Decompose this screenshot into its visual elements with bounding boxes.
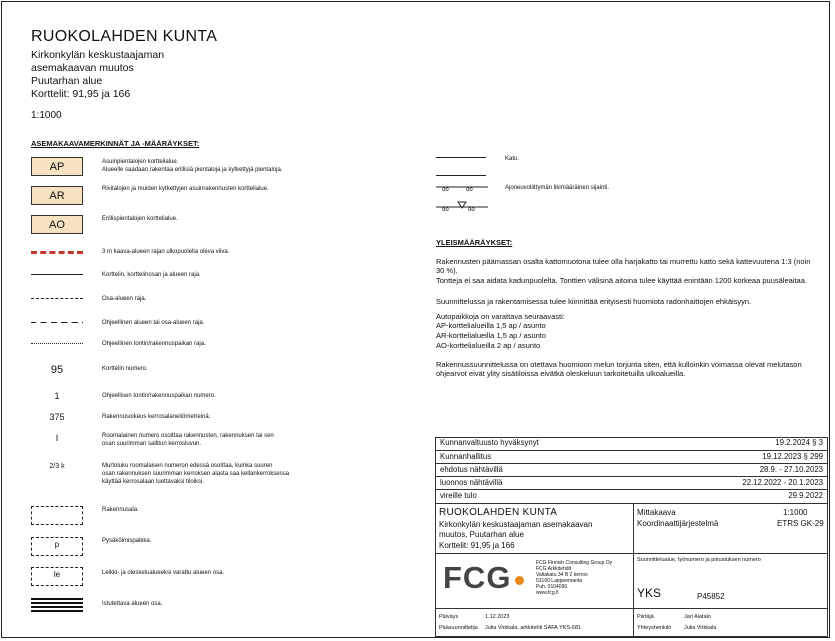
divider: [435, 503, 828, 504]
plan-line-4: Korttelit: 91,95 ja 166: [31, 88, 131, 100]
legend-item-planting: [31, 598, 411, 620]
street-legend-text: Katu.: [505, 156, 520, 162]
row-value: 22.12.2022 - 20.1.2023: [742, 478, 823, 487]
divider: [435, 553, 828, 554]
plot-number-symbol: 1: [54, 391, 60, 401]
dash-dot-line-symbol: [31, 298, 83, 299]
street-line-symbol: [436, 157, 486, 158]
legend-text: Ohjeellisen tontin/rakennuspaikan numero.: [102, 393, 216, 399]
plan-line-2: asemakaavan muutos: [31, 62, 134, 74]
legend-text: Ohjeellinen tontin/rakennuspaikan raja.: [102, 341, 206, 347]
company-city: 53100 Lappeenranta: [536, 578, 583, 585]
row-value: 29.9.2022: [788, 491, 823, 500]
row-value: 19.2.2024 § 3: [775, 438, 823, 447]
plan-line-3: Puutarhan alue: [31, 75, 103, 87]
tb-name-line-2: muutos, Puutarhan alue: [439, 530, 524, 539]
legend-text: Roomalainen numero osoittaa rakennusten, rakennuksen tai sen osan suurimman sallitun kerrosluvun.: [102, 433, 274, 447]
municipality-title: RUOKOLAHDEN KUNTA: [31, 28, 218, 45]
general-p8: Rakennussuunnittelussa on otettava huomioon melun torjunta siten, että kulloinkin voimassa olevat melutason ohjearvot eivät ylity sisätiloissa eivätkä oleskeluun tarkoitetuilla ulkoalueilla.: [436, 360, 802, 379]
yks-code: YKS: [637, 586, 662, 600]
ar-symbol: AR: [31, 186, 83, 205]
row-label: Kunnanvaltuusto hyväksynyt: [440, 438, 539, 447]
legend-text: Rakennusala.: [102, 507, 139, 513]
general-p2: Tontteja ei saa aidata kadunpuolelta. Tonttien välisinä aitoina tulee käyttää enintään 1200 korkeaa puusäleaitaa.: [436, 276, 807, 285]
row-value: 28.9. - 27.10.2023: [759, 465, 823, 474]
drawn-value: Jari Alatalo: [684, 614, 711, 620]
divider: [633, 503, 634, 636]
fraction-symbol: 2/3 k: [49, 463, 65, 470]
general-p1: Rakennusten päämassan osalta kattomuotona tulee olla harjakatto tai murrettu katto sekä kattevuutena 1:3 (noin 30 %).: [436, 257, 811, 276]
legend-text: Rivitalojen ja muiden kytkettyjen asuinrakennusten korttelialue.: [102, 186, 269, 192]
parking-symbol: p: [54, 540, 60, 549]
general-p3: Suunnittelussa ja rakentamisessa tulee kiinnittää erityisesti huomiota radonhaittojen ehkäisyyn.: [436, 297, 752, 306]
legend-item-plot-number: [31, 391, 411, 413]
date-label: Päiväys: [439, 614, 459, 620]
company-name: FCG Finnish Consulting Group Oy: [536, 560, 613, 566]
row-label: luonnos nähtävillä: [440, 478, 503, 487]
hatch-symbol: [31, 598, 83, 612]
approval-row: [436, 450, 827, 463]
legend-item-basement: [31, 462, 411, 494]
legend-text: Murtoluku roomalaisen numeron edessä osoittaa, kuinka suuren osan rakennuksen suurimman kerroksen alasta saa kellarikerroksessa käyttää kerrosalaan luettavaksi tiloiksi.: [102, 463, 290, 485]
tb-municipality: RUOKOLAHDEN KUNTA: [439, 507, 558, 518]
scale-label: Mittakaava: [637, 508, 676, 517]
legend-item-block-number: [31, 364, 411, 386]
svg-text:oo: oo: [442, 187, 449, 193]
solid-line-symbol: [31, 274, 83, 275]
general-p7: AO-korttelialueilla 2 ap / asunto: [436, 341, 541, 350]
row-value: 19.12.2023 § 299: [762, 452, 823, 461]
coord-label: Koordinaattijärjestelmä: [637, 519, 719, 528]
tb-name-line-1: Kirkonkylän keskustaajaman asemakaavan: [439, 520, 593, 529]
legend-text: Asuinpientalojen korttelialue. Alueelle saadaan rakentaa erillisiä pientaloja ja kytkettyjä pientaloja.: [102, 159, 283, 173]
scale-value: 1:1000: [783, 508, 808, 517]
legend-item-floors: [31, 432, 411, 454]
work-number: P45852: [697, 592, 725, 601]
legend-item-parking: [31, 537, 411, 559]
logo-dot-icon: [515, 576, 524, 585]
legend-heading: ASEMAKAAVAMERKINNÄT JA -MÄÄRÄYKSET:: [31, 139, 200, 148]
svg-text:oo: oo: [466, 187, 473, 193]
legend-text: Erillispientalojen korttelialue.: [102, 216, 178, 222]
svg-text:oo: oo: [442, 207, 449, 213]
coord-value: ETRS GK-29: [777, 519, 824, 528]
lead-value: Julia Virkkala, arkkitehti SAFA YKS-681: [485, 625, 582, 631]
drawn-label: Piirtäjä: [637, 614, 654, 620]
fcg-logo: FCG: [443, 560, 512, 595]
legend-item-subarea-border: [31, 295, 411, 317]
floor-area-symbol: 375: [49, 412, 65, 422]
company-address: Valtakatu 34 B 2 kerros: [536, 572, 588, 579]
svg-text:oo: oo: [468, 207, 475, 213]
work-label: Suunnittelualue, työnumero ja piirustuksen numero: [637, 557, 761, 563]
contact-value: Julia Virkkala: [684, 625, 717, 631]
legend-item-block-border: [31, 271, 411, 293]
legend-item-3m-line: [31, 248, 411, 270]
general-p4: Autopaikkoja on varattava seuraavasti:: [436, 312, 565, 321]
approval-row: [436, 476, 827, 489]
block-number-symbol: 95: [50, 364, 64, 376]
legend-item-ap: [31, 157, 411, 179]
legend-text: Korttelin, korttelinosan ja alueen raja.: [102, 272, 201, 278]
legend-item-building-area: [31, 506, 411, 528]
building-area-symbol: [31, 506, 83, 525]
approval-row: [436, 463, 827, 476]
legend-text: Leikki- ja oleskelualueeksi varattu alueen osa.: [102, 570, 225, 576]
access-legend-text: Ajoneuvoliittymän likimääräinen sijainti.: [505, 185, 610, 191]
company-web: www.fcg.fi: [536, 590, 559, 597]
legend-item-floor-area: [31, 412, 411, 434]
legend-item-indicative-plot: [31, 340, 411, 362]
plan-line-1: Kirkonkylän keskustaajaman: [31, 49, 165, 61]
roman-numeral-symbol: I: [55, 433, 59, 443]
legend-item-indicative-area: [31, 319, 411, 341]
dotted-line-symbol: [31, 343, 83, 344]
company-phone: Puh. 0104090: [536, 584, 568, 591]
company-info: [536, 560, 612, 597]
legend-text: Korttelin numero.: [102, 366, 148, 372]
access-symbol: [436, 183, 488, 213]
legend-text: Pysäköimispaikka.: [102, 538, 152, 544]
date-value: 1.12.2023: [485, 614, 510, 620]
tb-name-line-3: Korttelit: 91,95 ja 166: [439, 541, 515, 550]
company-unit: FCG Arkkitehdit: [536, 566, 572, 573]
ao-symbol: AO: [31, 215, 83, 234]
legend-item-play-area: [31, 567, 411, 589]
legend-item-ar: [31, 186, 411, 208]
approval-row: [436, 437, 827, 449]
legend-item-ao: [31, 215, 411, 237]
row-label: Kunnanhallitus: [440, 452, 492, 461]
lead-label: Pääsuunnittelija: [439, 625, 478, 631]
red-line-symbol: [31, 251, 83, 254]
row-label: vireille tulo: [440, 491, 477, 500]
approval-row: [436, 489, 827, 502]
legend-text: Istutettava alueen osa.: [102, 601, 163, 607]
street-line-symbol-2: [436, 175, 486, 176]
legend-text: Rakennusoikeus kerrosalaneliömetreinä.: [102, 414, 211, 420]
contact-label: Yhteyshenkilö: [637, 625, 672, 631]
row-label: ehdotus nähtävillä: [440, 465, 503, 474]
ap-symbol: AP: [31, 157, 83, 176]
divider: [435, 608, 828, 609]
scale-text: 1:1000: [31, 110, 62, 121]
general-p5: AP-korttelialueilla 1,5 ap / asunto: [436, 321, 546, 330]
legend-text: Osa-alueen raja.: [102, 296, 147, 302]
dashed-line-symbol: [31, 322, 83, 323]
legend-text: Ohjeellinen alueen tai osa-alueen raja.: [102, 320, 205, 326]
play-area-symbol: le: [53, 570, 61, 579]
legend-text: 3 m kaava-alueen rajan ulkopuolella oleva viiva.: [102, 249, 230, 255]
general-heading: YLEISMÄÄRÄYKSET:: [436, 238, 513, 247]
general-p6: AR-korttelialueilla 1,5 ap / asunto: [436, 331, 547, 340]
